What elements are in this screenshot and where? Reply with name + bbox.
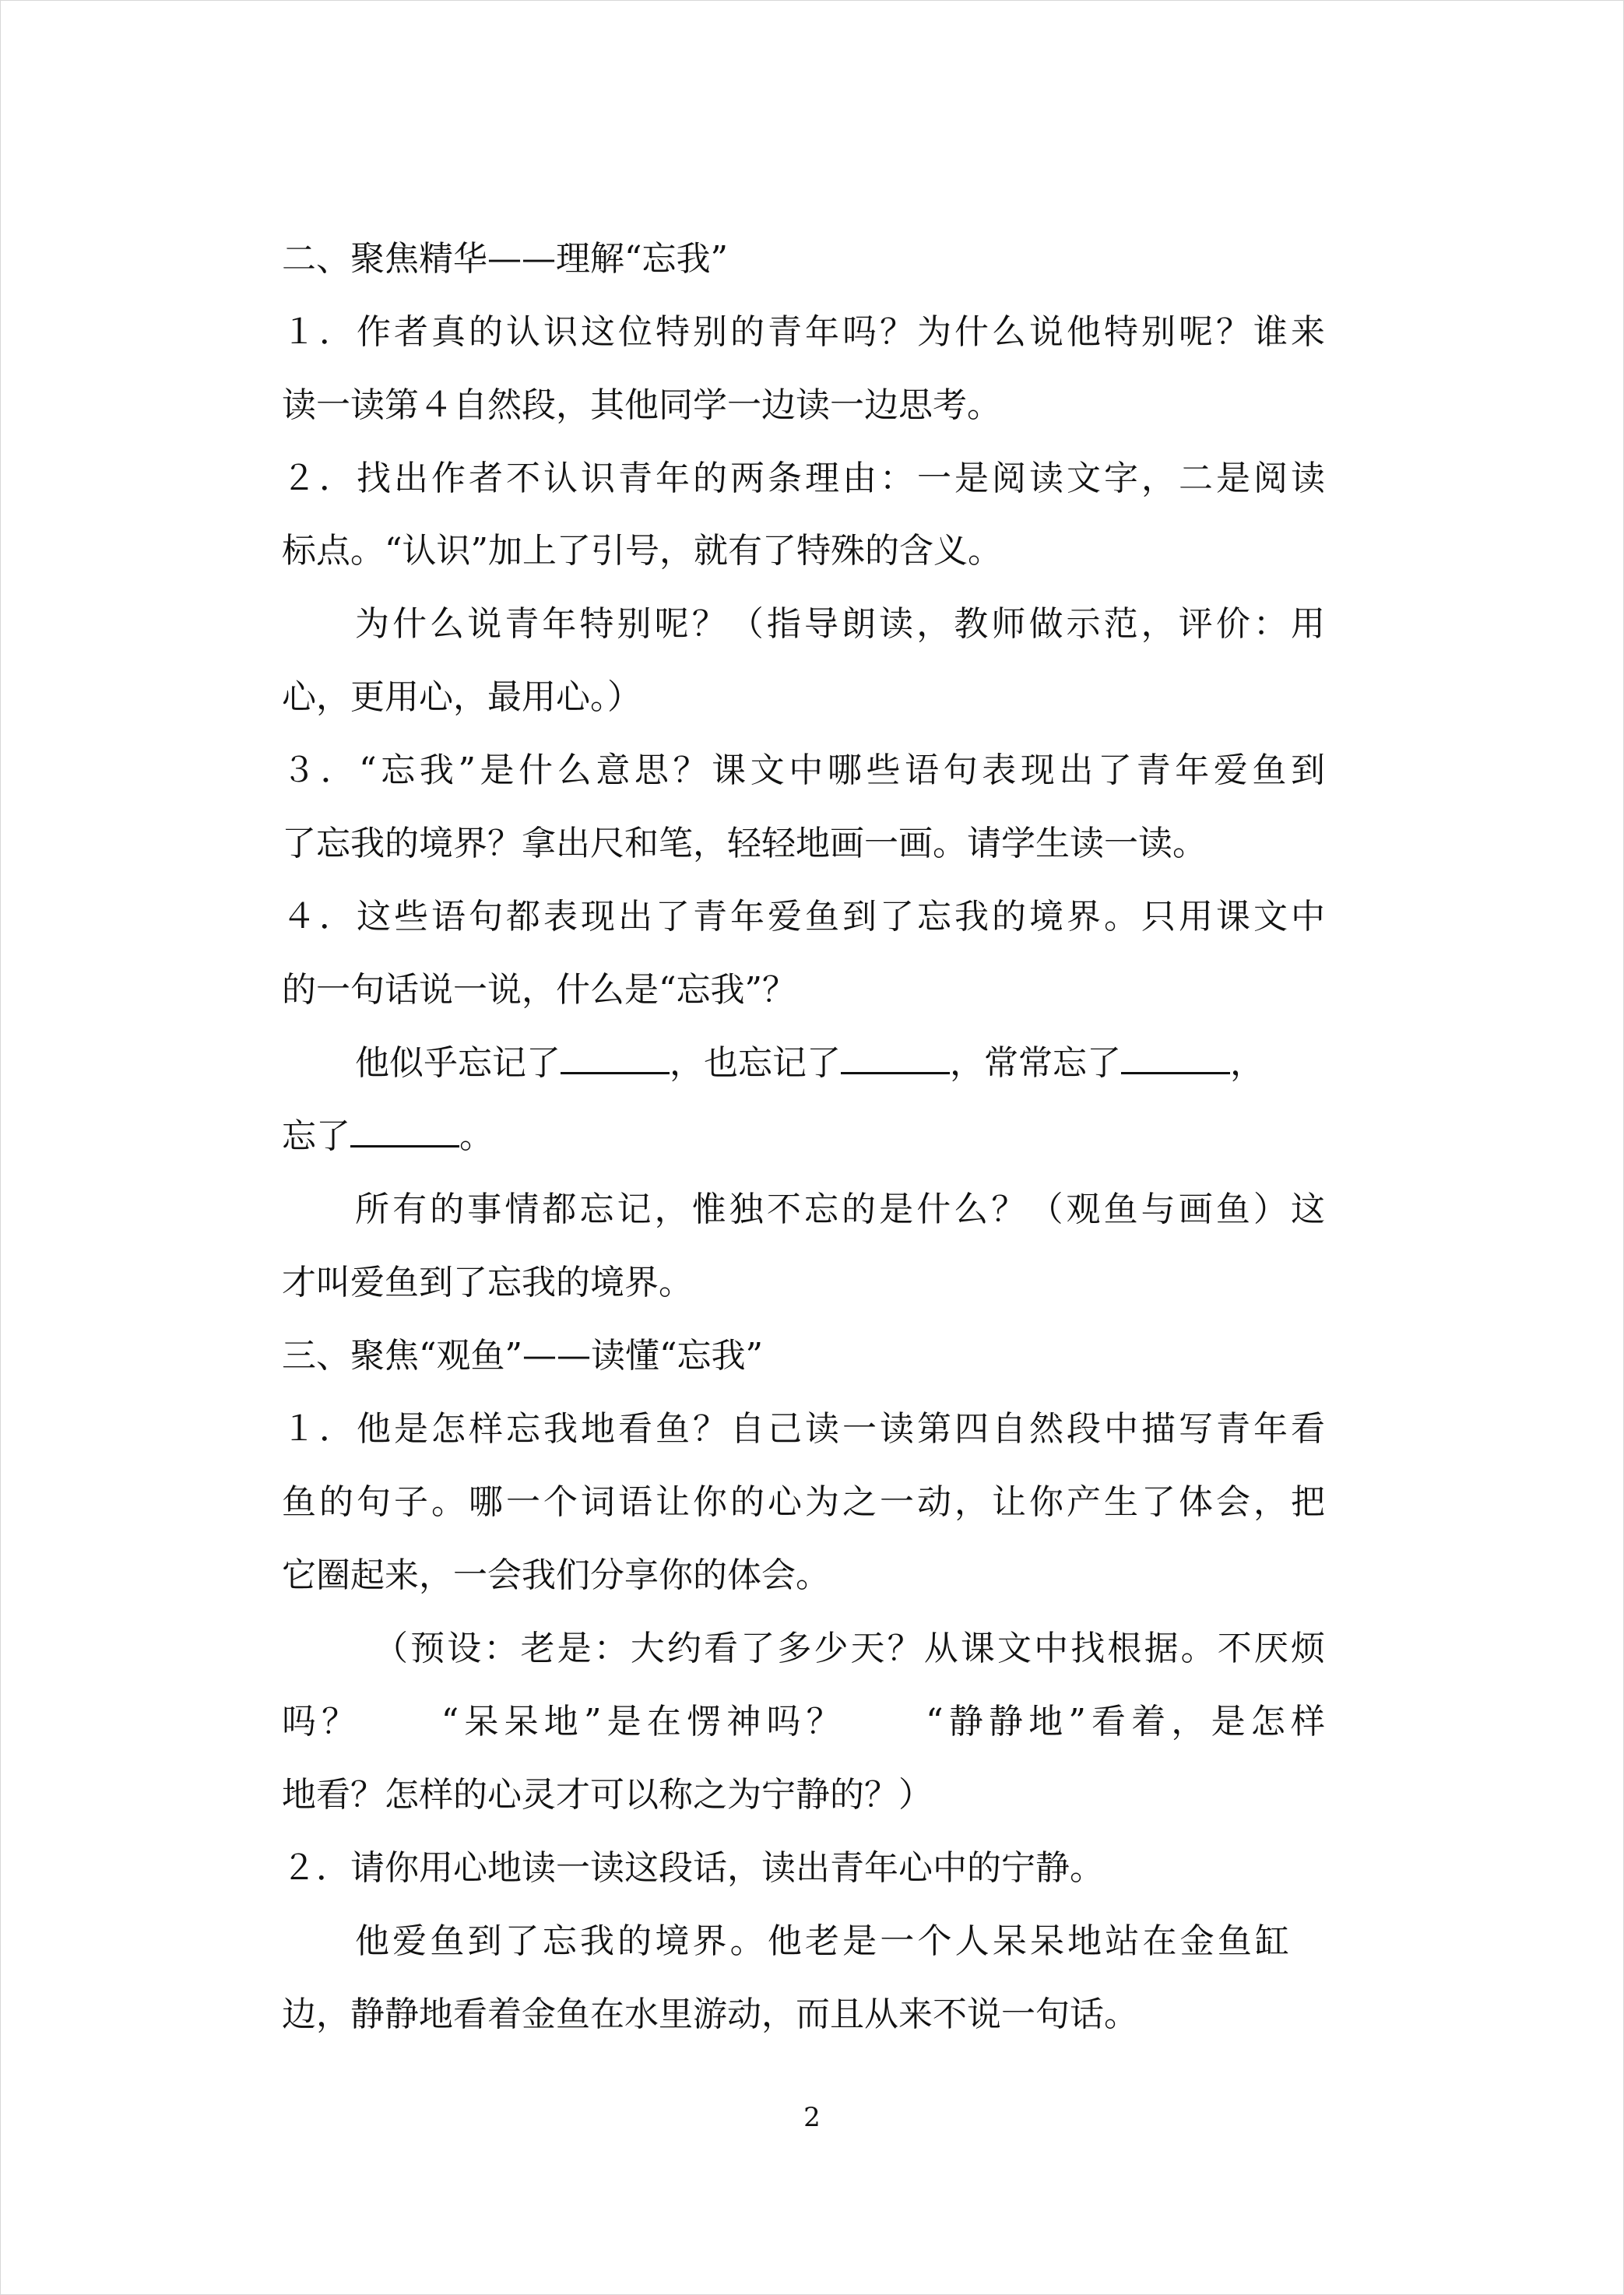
paragraph-line: 读一读第４自然段，其他同学一边读一边思考。	[282, 385, 1001, 425]
paragraph-line: ２．请你用心地读一读这段话，读出青年心中的宁静。	[282, 1848, 1104, 1888]
section-heading-3: 三、聚焦“观鱼”——读懂“忘我”	[282, 1336, 763, 1376]
paragraph-line: 才叫爱鱼到了忘我的境界。	[282, 1263, 693, 1302]
fill-in-blank	[350, 1142, 459, 1148]
paragraph-line: 为什么说青年特别呢？（指导朗读，教师做示范，评价：用	[355, 604, 1325, 644]
paragraph-line: 心，更用心，最用心。）	[282, 677, 642, 717]
paragraph-line: ２．找出作者不认识青年的两条理由：一是阅读文字，二是阅读	[282, 459, 1325, 498]
fill-in-text: ，	[1230, 1043, 1264, 1083]
paragraph-line: 鱼的句子。哪一个词语让你的心为之一动，让你产生了体会，把	[282, 1482, 1325, 1522]
paragraph-line: 地看？怎样的心灵才可以称之为宁静的？）	[282, 1775, 933, 1815]
fill-in-blank	[561, 1069, 670, 1074]
paragraph-line: 了忘我的境界？拿出尺和笔，轻轻地画一画。请学生读一读。	[282, 824, 1207, 863]
fill-in-line	[282, 1115, 1325, 1158]
fill-in-blank	[1121, 1069, 1230, 1074]
section-heading-2: 二、聚焦精华——理解“忘我”	[282, 239, 728, 279]
fill-in-text: ，常常忘了	[950, 1043, 1121, 1083]
fill-in-blank	[841, 1069, 950, 1074]
paragraph-line: 所有的事情都忘记，惟独不忘的是什么？（观鱼与画鱼）这	[355, 1190, 1325, 1229]
paragraph-line: 标点。“认识”加上了引号，就有了特殊的含义。	[282, 531, 1002, 571]
fill-in-text: ，也忘记了	[670, 1043, 841, 1083]
fill-in-text: 他似乎忘记了	[355, 1043, 561, 1083]
fill-in-text: 。	[459, 1116, 494, 1156]
paragraph-line: 它圈起来，一会我们分享你的体会。	[282, 1555, 830, 1595]
paragraph-line: 他爱鱼到了忘我的境界。他老是一个人呆呆地站在金鱼缸	[355, 1921, 1289, 1961]
paragraph-line: ４．这些语句都表现出了青年爱鱼到了忘我的境界。只用课文中	[282, 897, 1325, 937]
paragraph-line: ３．“忘我”是什么意思？课文中哪些语句表现出了青年爱鱼到	[282, 750, 1325, 790]
fill-in-text: 忘了	[282, 1116, 350, 1156]
page-number: 2	[803, 2102, 821, 2133]
paragraph-line: １．作者真的认识这位特别的青年吗？为什么说他特别呢？谁来	[282, 312, 1325, 352]
paragraph-line: （预设：老是：大约看了多少天？从课文中找根据。不厌烦	[374, 1629, 1325, 1668]
paragraph-line: 吗？ “呆呆地”是在愣神吗？ “静静地”看着，是怎样	[282, 1702, 1325, 1741]
fill-in-line	[355, 1042, 1325, 1085]
paragraph-line: 边，静静地看着金鱼在水里游动，而且从来不说一句话。	[282, 1995, 1138, 2034]
paragraph-line: 的一句话说一说，什么是“忘我”？	[282, 970, 796, 1010]
paragraph-line: １．他是怎样忘我地看鱼？自己读一读第四自然段中描写青年看	[282, 1409, 1325, 1449]
